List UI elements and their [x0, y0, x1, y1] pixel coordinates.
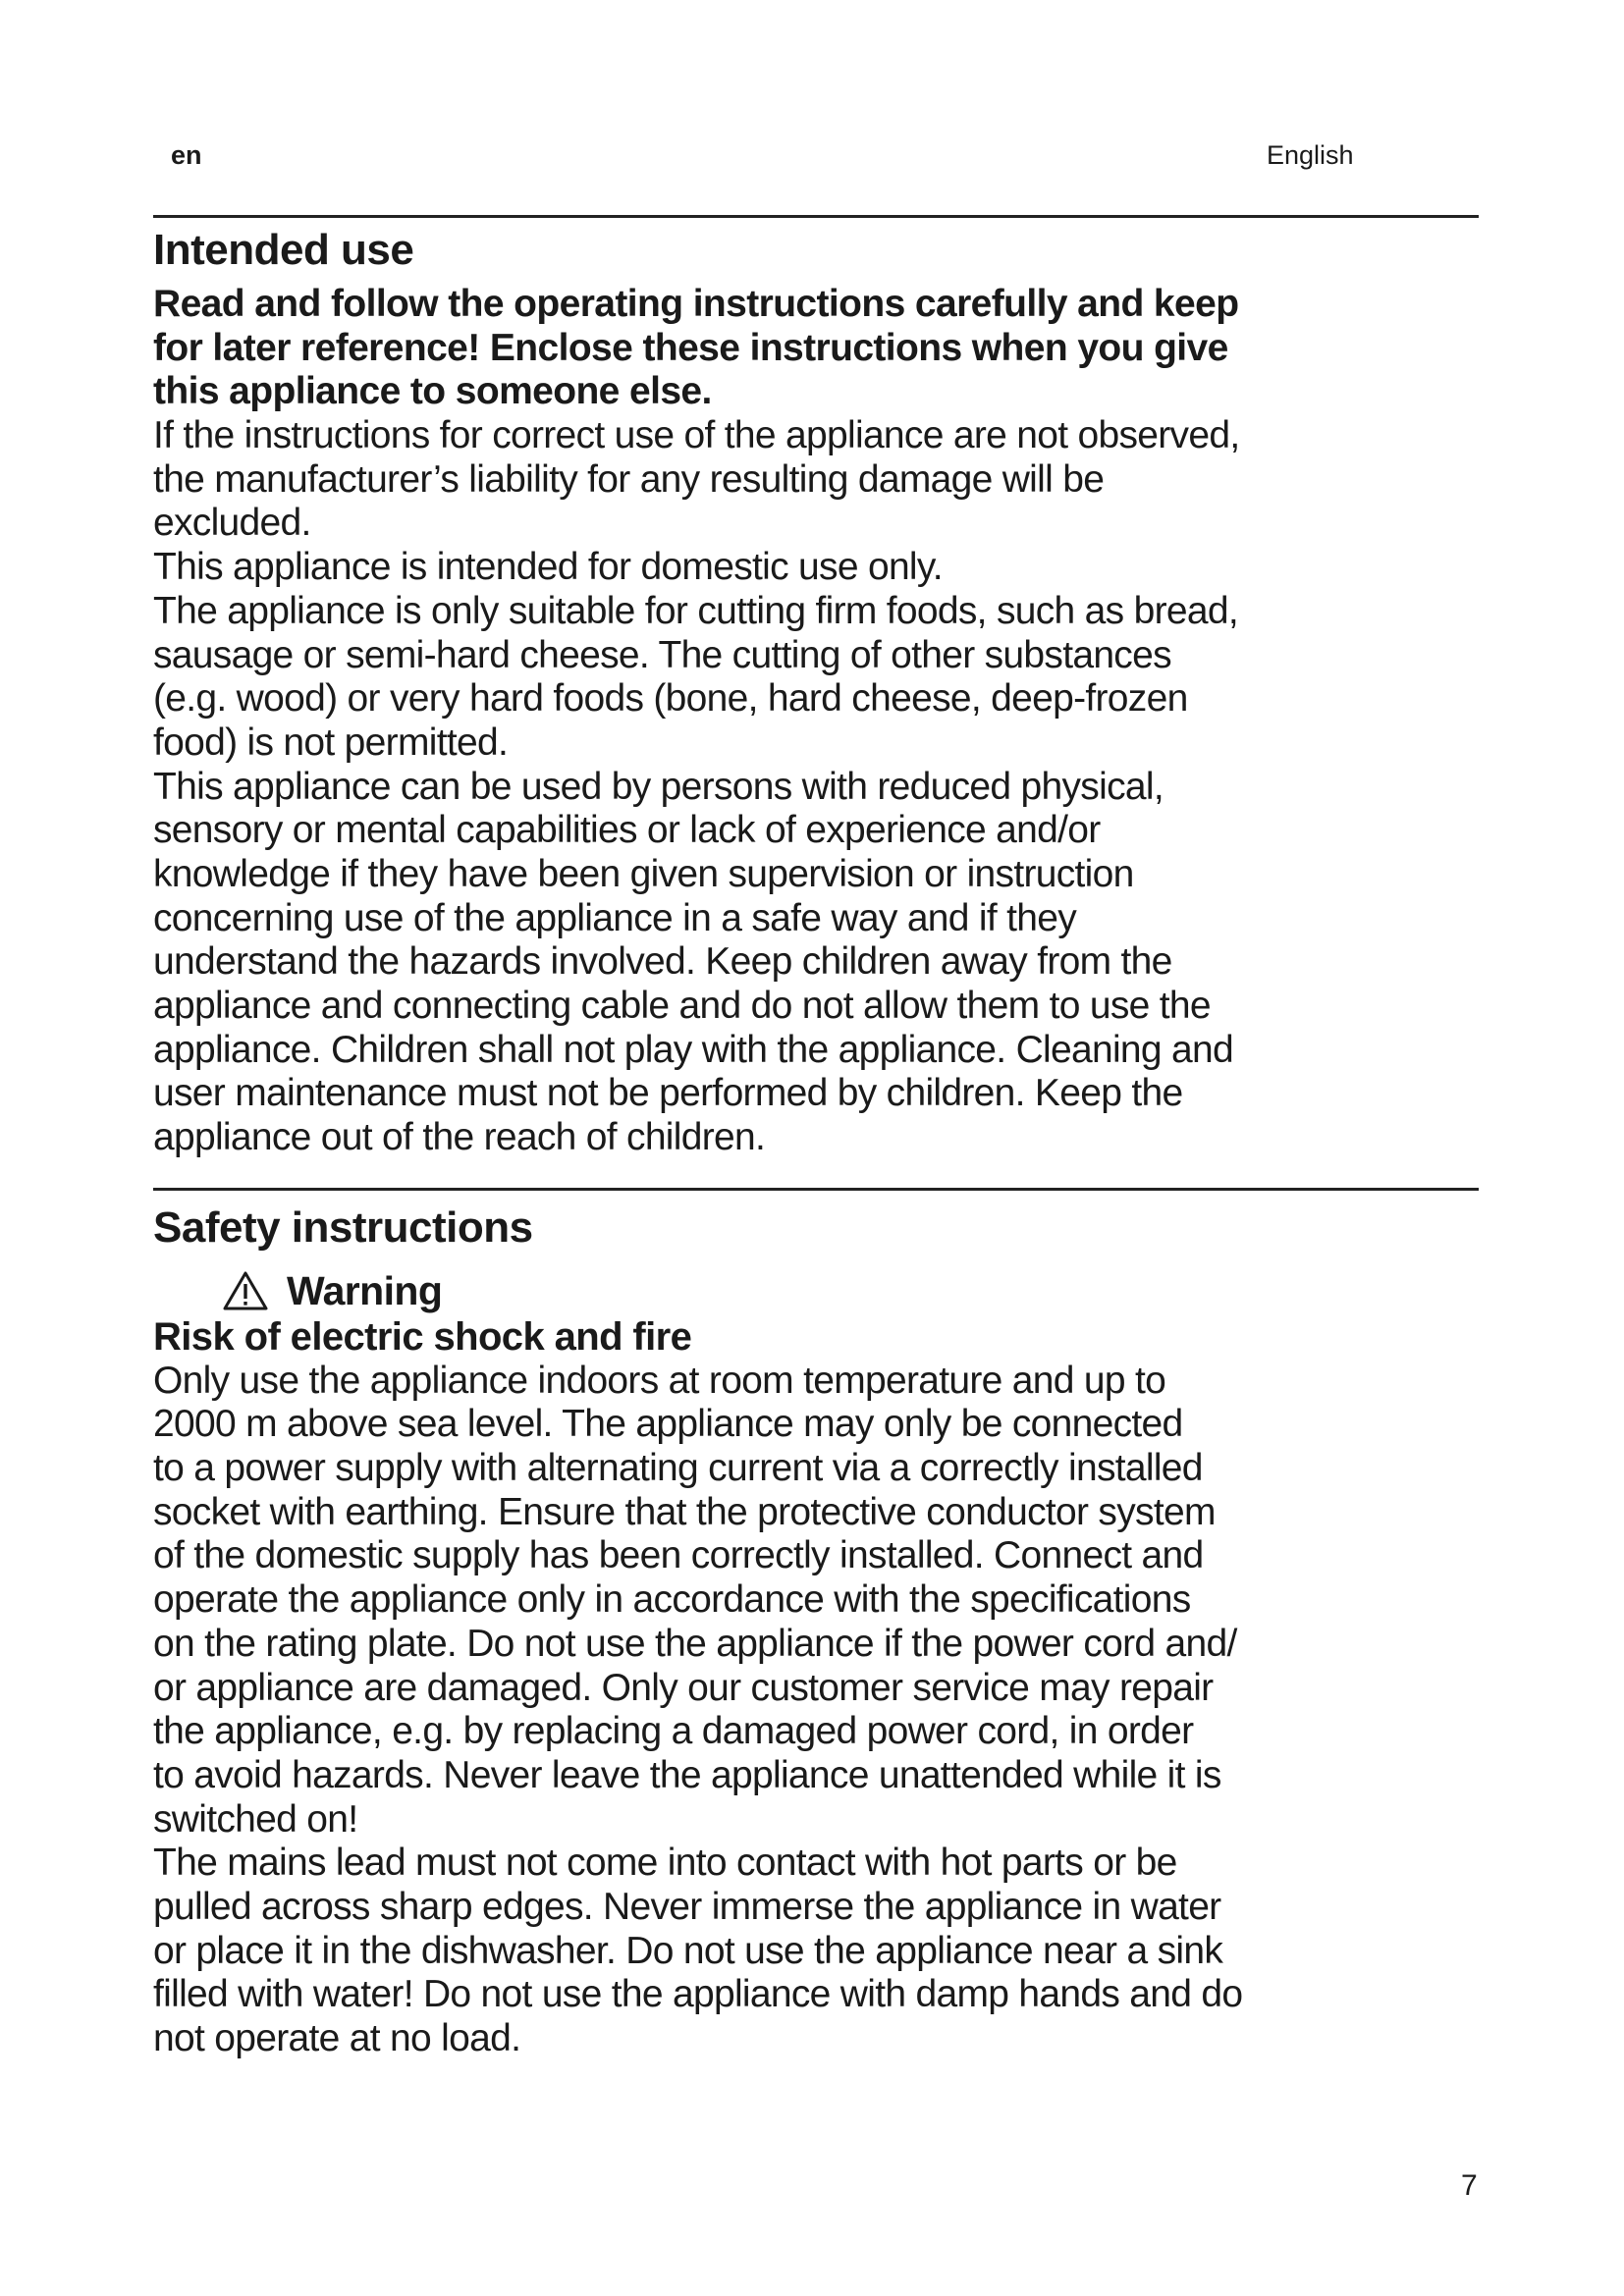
- text-line: food) is not permitted.: [153, 721, 509, 764]
- safety-section: [153, 1203, 1547, 2061]
- risk-subtitle: Risk of electric shock and fire: [153, 1315, 692, 1359]
- text-line: This appliance is intended for domestic use only.: [153, 546, 943, 589]
- text-line: The mains lead must not come into contact with hot parts or be: [153, 1842, 1177, 1885]
- text-line: this appliance to someone else.: [153, 370, 712, 413]
- text-line: (e.g. wood) or very hard foods (bone, hard cheese, deep-frozen: [153, 677, 1188, 721]
- text-line: sensory or mental capabilities or lack of experience and/or: [153, 809, 1101, 852]
- section-title: Intended use: [153, 226, 414, 274]
- text-line: The appliance is only suitable for cutting firm foods, such as bread,: [153, 589, 1238, 632]
- section-divider: [153, 215, 1479, 218]
- text-line: or place it in the dishwasher. Do not use the appliance near a sink: [153, 1929, 1223, 1972]
- text-line: the appliance, e.g. by replacing a damaged power cord, in order: [153, 1710, 1194, 1753]
- text-line: switched on!: [153, 1797, 358, 1841]
- text-line: This appliance can be used by persons with reduced physical,: [153, 765, 1164, 808]
- text-line: excluded.: [153, 502, 311, 545]
- text-line: knowledge if they have been given supervision or instruction: [153, 852, 1134, 895]
- body-text: [153, 414, 1547, 1160]
- page-number: 7: [1461, 2169, 1478, 2202]
- section-title: Safety instructions: [153, 1203, 533, 1252]
- text-line: of the domestic supply has been correctly installed. Connect and: [153, 1534, 1204, 1577]
- text-line: socket with earthing. Ensure that the protective conductor system: [153, 1490, 1216, 1533]
- text-line: to avoid hazards. Never leave the appliance unattended while it is: [153, 1753, 1221, 1796]
- warning-heading: [222, 1266, 1547, 1315]
- text-line: or appliance are damaged. Only our customer service may repair: [153, 1666, 1214, 1709]
- text-line: pulled across sharp edges. Never immerse the appliance in water: [153, 1885, 1221, 1928]
- text-line: appliance. Children shall not play with the appliance. Cleaning and: [153, 1028, 1234, 1071]
- text-line: operate the appliance only in accordance with the specifications: [153, 1578, 1191, 1622]
- text-line: Read and follow the operating instructions carefully and keep: [153, 283, 1239, 325]
- text-line: understand the hazards involved. Keep children away from the: [153, 940, 1172, 984]
- warning-label: Warning: [287, 1267, 443, 1313]
- text-line: If the instructions for correct use of the appliance are not observed,: [153, 414, 1240, 457]
- text-line: 2000 m above sea level. The appliance may only be connected: [153, 1403, 1183, 1446]
- text-line: for later reference! Enclose these instructions when you give: [153, 326, 1228, 369]
- text-line: the manufacturer’s liability for any resulting damage will be: [153, 457, 1105, 501]
- body-text: [153, 1360, 1547, 2061]
- intended-use-section: [153, 226, 1547, 1160]
- bold-notice: [153, 283, 1547, 414]
- text-line: appliance and connecting cable and do not allow them to use the: [153, 985, 1211, 1027]
- language-code: en: [171, 140, 202, 170]
- text-line: concerning use of the appliance in a safe way and if they: [153, 896, 1077, 939]
- text-line: on the rating plate. Do not use the appliance if the power cord and/: [153, 1622, 1237, 1665]
- text-line: sausage or semi-hard cheese. The cutting of other substances: [153, 633, 1171, 676]
- text-line: user maintenance must not be performed by children. Keep the: [153, 1072, 1183, 1115]
- language-label: English: [1267, 140, 1354, 170]
- warning-triangle-icon: [222, 1270, 269, 1311]
- text-line: appliance out of the reach of children.: [153, 1116, 766, 1159]
- section-divider: [153, 1188, 1479, 1191]
- text-line: to a power supply with alternating current via a correctly installed: [153, 1447, 1203, 1490]
- text-line: filled with water! Do not use the appliance with damp hands and do: [153, 1973, 1243, 2016]
- text-line: not operate at no load.: [153, 2017, 521, 2059]
- text-line: Only use the appliance indoors at room temperature and up to: [153, 1359, 1166, 1402]
